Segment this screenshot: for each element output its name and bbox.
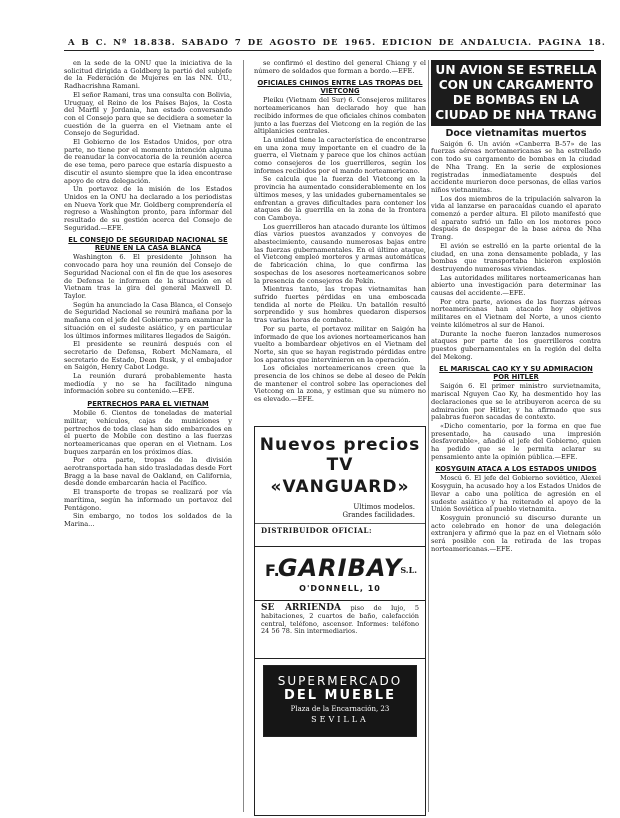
paragraph: El avión se estrelló en la parte oriental de la ciudad, en una zona densamente poblada, y las bombas que transportaba hicieron explosión destruyendo numerosas viviendas.	[431, 241, 601, 273]
ad-classified-head: SE ARRIENDA	[261, 603, 341, 613]
column-divider	[243, 60, 244, 812]
column-divider	[428, 60, 429, 812]
sub-headline: Doce vietnamitas muertos	[445, 128, 587, 139]
column-left	[64, 60, 232, 812]
paragraph: Por otra parte, aviones de las fuerzas aéreas norteamericanas han atacado hoy objetivos militares en el Vietnam del Norte, a unos ciento veinte kilómetros al sur de Hanoi.	[431, 297, 601, 329]
paragraph: en la sede de la ONU que la iniciativa de la solicitud dirigida a Goldberg la partió del subjefe de la Federación de Mujeres en las NN. UU., Radhacrishna Ramani.	[64, 60, 232, 91]
ad-tv-tagline: Grandes facilidades.	[342, 511, 415, 519]
paragraph: Los dos miembros de la tripulación salvaron la vida al lanzarse en paracaídas cuando el aparato comenzó a perder altura. El piloto manifestó que el aparato sufrió un fallo en los motores poco después de despegar de la base aérea de Nha Trang.	[431, 194, 601, 242]
paragraph: se confirmó el destino del general Chiang y el número de soldados que forman a bordo.—EFE.	[254, 60, 426, 75]
paragraph: Washington 6. El presidente Johnson ha convocado para hoy una reunión del Consejo de Seguridad Nacional con el fin de que los asesores de Defensa le informen de la situación en el Vietnam tras la gira del general Maxwell D. Taylor.	[64, 253, 232, 300]
ad-super-line: SUPERMERCADO	[277, 674, 403, 688]
ad-tv-vanguard	[255, 427, 425, 547]
paragraph: El presidente se reunirá después con el secretario de Defensa, Robert McNamara, el secretario de Estado, Dean Rusk, y el embajador en Saigón, Henry Cabot Lodge.	[64, 340, 232, 372]
paragraph: Por su parte, el portavoz militar en Saigón ha informado de que los aviones norteamericanos han vuelto a bombardear objetivos en el Vietnam del Norte, sin que se hayan registrado pérdidas entre los aparatos que intervinieron en la operación.	[254, 324, 426, 364]
ad-classified-text: piso de lujo, 5 habitaciones, 2 cuartos de baño, calefacción central, teléfono, ascensor. Informes: teléfono 24 56 78. Sin intermediarios.	[261, 604, 419, 636]
header-rule	[64, 50, 594, 51]
page-header: A B C. Nº 18.838. SABADO 7 DE AGOSTO DE 1965. EDICION DE ANDALUCIA. PAGINA 18.	[68, 38, 606, 48]
ad-garibay-brand: GARIBAY	[277, 554, 403, 582]
column-right	[431, 60, 601, 812]
paragraph: Mobile 6. Cientos de toneladas de material militar, vehículos, cajas de municiones y pertrechos de toda clase han sido embarcados en el puerto de Mobile con destino a las fuerzas norteamericanas que operan en el Vietnam. Los buques zarparán en los próximos días.	[64, 409, 232, 456]
paragraph: Las autoridades militares norteamericanas han abierto una investigación para determinar las causas del accidente.—EFE.	[431, 273, 601, 298]
ad-tv-distributor: DISTRIBUIDOR OFICIAL:	[255, 523, 425, 537]
paragraph: Saigón 6. Un avión «Canberra B-57» de las fuerzas aéreas norteamericanas se ha estrellado con todo su cargamento de bombas en la ciudad de Nha Trang. En la serie de explosiones registradas inmediatamente después del accidente murieron doce personas, de ellas varios niños vietnamitas.	[431, 139, 601, 194]
paragraph: El Gobierno de los Estados Unidos, por otra parte, no tiene por el momento intención alguna de reanudar la convocatoria de la reunión acerca de ese tema, pero parece que estaría dispuesto a discutir el asunto siempre que la idea encontrase apoyo de otra delegación.	[64, 138, 232, 185]
ad-garibay-prefix: F.	[265, 561, 280, 580]
paragraph: Los oficiales norteamericanos creen que la presencia de los chinos se debe al deseo de Pekín de mantener el control sobre las operaciones del Vietcong en la zona, y estiman que su número no es elevado.—EFE.	[254, 364, 426, 404]
ad-tv-brand: «VANGUARD»	[270, 477, 410, 497]
paragraph: El señor Ramani, tras una consulta con Bolivia, Uruguay, el Reino de los Países Bajos, la Costa del Marfil y Jordania, han estado conversando con el Consejo para que se decidiera a someter la cuestión de la guerra en el Vietnam ante el Consejo de Seguridad.	[64, 90, 232, 138]
section-headline: EL CONSEJO DE SEGURIDAD NACIONAL SE REUNE EN LA CASA BLANCA	[68, 236, 228, 253]
ad-super-city: SEVILLA	[311, 715, 369, 724]
section-headline: OFICIALES CHINOS ENTRE LAS TROPAS DEL VIETCONG	[257, 79, 423, 96]
ad-garibay-address: O'DONNELL, 10	[299, 584, 381, 593]
paragraph: Un portavoz de la misión de los Estados Unidos en la ONU ha declarado a los periodistas en Nueva York que Mr. Goldberg comprendería el regreso a Washington pronto, para informar del resultado de su gestión acerca del Consejo de Seguridad.—EFE.	[64, 185, 232, 232]
ad-garibay-suffix: S.L.	[400, 565, 417, 575]
paragraph: Mientras tanto, las tropas vietnamitas han sufrido fuertes pérdidas en una emboscada tendida al norte de Pleiku. Un batallón resultó sorprendido y sus hombres quedaron dispersos tras varias horas de combate.	[254, 285, 426, 325]
paragraph: Sin embargo, no todos los soldados de la Marina...	[64, 512, 232, 528]
paragraph: Pleiku (Vietnam del Sur) 6. Consejeros militares norteamericanos han declarado hoy que han recibido informes de que oficiales chinos combaten junto a las fuerzas del Vietcong en la región de las altiplanicies centrales.	[254, 96, 426, 136]
section-headline: KOSYGUIN ATACA A LOS ESTADOS UNIDOS	[435, 465, 597, 474]
paragraph: Por otra parte, tropas de la división aerotransportada han sido trasladadas desde Fort Bragg a la base naval de Oakland, en California, desde donde embarcarán hacia el Pacífico.	[64, 456, 232, 488]
paragraph: Durante la noche fueron lanzados numerosos ataques por parte de los guerrilleros contra puestos gubernamentales en la región del delta del Mekong.	[431, 329, 601, 361]
paragraph: Según ha anunciado la Casa Blanca, el Consejo de Seguridad Nacional se reunirá mañana por la mañana con el jefe del Gobierno para examinar la situación en el sudeste asiático, y en particular los últimos informes militares llegados de Saigón.	[64, 300, 232, 340]
paragraph: Kosyguin pronunció su discurso durante un acto celebrado en honor de una delegación extranjera y afirmó que la paz en el Vietnam sólo será posible con la retirada de las tropas norteamericanas.—EFE.	[431, 513, 601, 553]
main-headline: UN AVION SE ESTRELLA CON UN CARGAMENTO DE BOMBAS EN LA CIUDAD DE NHA TRANG	[431, 60, 601, 126]
paragraph: Se calcula que la fuerza del Vietcong en la provincia ha aumentado considerablemente en los últimos meses, y las unidades gubernamentales se enfrentan a graves dificultades para contener los ataques de la guerrilla en la zona de la frontera con Camboya.	[254, 175, 426, 222]
paragraph: Moscú 6. El jefe del Gobierno soviético, Alexei Kosyguin, ha acusado hoy a los Estados Unidos de llevar a cabo una política de agresión en el sudeste asiático y ha reiterado el apoyo de la Unión Soviética al pueblo vietnamita.	[431, 474, 601, 514]
ad-tv-headline: Nuevos precios TV	[259, 435, 421, 475]
section-headline: PERTRECHOS PARA EL VIETNAM	[87, 400, 209, 409]
paragraph: Saigón 6. El primer ministro survietnamita, mariscal Nguyen Cao Ky, ha desmentido hoy las declaraciones que se le atribuyeron acerca de su admiración por Hitler, y ha afirmado que sus palabras fueron sacadas de contexto.	[431, 382, 601, 422]
section-headline: EL MARISCAL CAO KY Y SU ADMIRACION POR HITLER	[439, 365, 593, 382]
ad-garibay	[255, 547, 425, 601]
paragraph: El transporte de tropas se realizará por vía marítima, según ha informado un portavoz del Pentágono.	[64, 488, 232, 512]
ad-tv-tagline: Ultimos modelos.	[353, 503, 415, 511]
paragraph: La reunión durará probablemente hasta mediodía y no se ha facilitado ninguna información sobre su contenido.—EFE.	[64, 372, 232, 396]
paragraph: La unidad tiene la característica de encontrarse en una zona muy importante en el cuadro de la guerra, el Vietnam y parece que los chinos actúan como consejeros de los guerrilleros, según los informes recibidos por el mando norteamericano.	[254, 135, 426, 175]
ad-super-address: Plaza de la Encarnación, 23	[290, 705, 390, 713]
ad-classified	[255, 601, 425, 659]
advertisements-block	[254, 426, 426, 816]
ad-super-line: DEL MUEBLE	[284, 688, 396, 703]
paragraph: «Dicho comentario, por la forma en que fue presentado, ha causado una impresión desfavorable», añadió el jefe del Gobierno, quien ha pedido que se le permita aclarar su pensamiento ante la opinión pública.—EFE.	[431, 421, 601, 461]
column-middle	[254, 60, 426, 422]
paragraph: Los guerrilleros han atacado durante los últimos días varios puestos avanzados y convoyes de abastecimiento, causando numerosas bajas entre las fuerzas gubernamentales. En el último ataque, el Vietcong empleó morteros y armas automáticas de fabricación china, lo que confirma las sospechas de los asesores norteamericanos sobre la presencia de consejeros de Pekín.	[254, 222, 426, 285]
ad-supermercado	[263, 665, 417, 737]
